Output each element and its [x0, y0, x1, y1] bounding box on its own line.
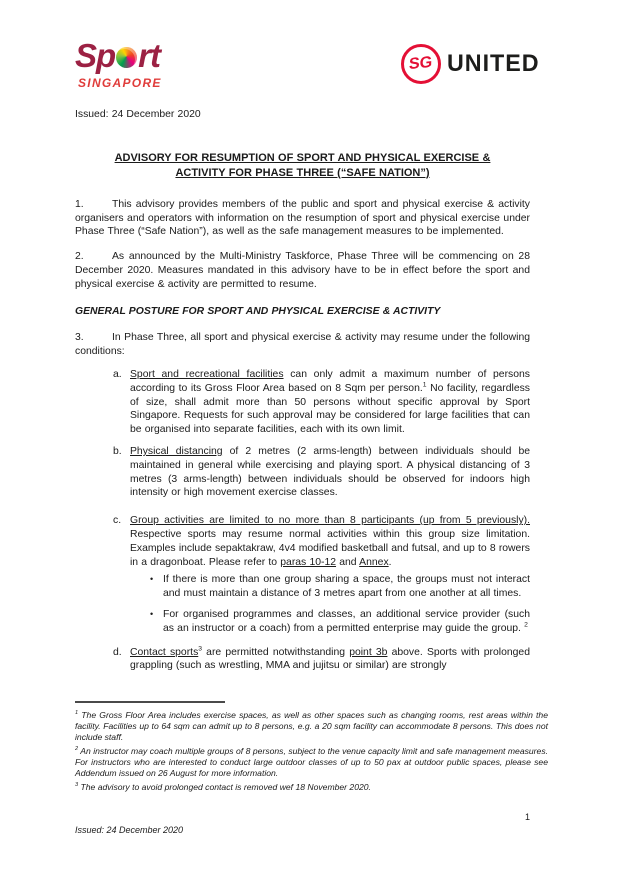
footnote-1: $^1$ The Gross Floor Area includes exercise spaces, as well as other spaces such as changing rooms, rest areas within the facility. Facilities up to 64 sqm can admit up to 8 persons, e.g. a 20 sqm facility can accommodate 8 persons. This does not include staff.	[75, 710, 548, 742]
sport-logo-wordmark	[75, 38, 162, 74]
paragraph-2-text: As announced by the Multi-Ministry Taskforce, Phase Three will be commencing on 28 December 2020. Measures mandated in this advisory have to be in effect before the sport and physical exercise & activity are permitted to resume.	[75, 251, 530, 290]
document-title	[75, 151, 530, 181]
paragraph-1	[75, 198, 530, 239]
header	[0, 0, 620, 95]
sport-logo-subtitle: SINGAPORE	[78, 76, 162, 90]
bullet-1-icon: •	[150, 574, 154, 585]
paragraph-2	[75, 250, 530, 291]
title-line-2: ACTIVITY FOR PHASE THREE (“SAFE NATION”)	[175, 166, 430, 179]
title-line-1: ADVISORY FOR RESUMPTION OF SPORT AND PHYSICAL EXERCISE &	[114, 151, 491, 164]
list-item-d-marker: d.	[113, 646, 122, 658]
list-item-a	[113, 368, 530, 437]
section-heading: GENERAL POSTURE FOR SPORT AND PHYSICAL EXERCISE & ACTIVITY	[75, 305, 441, 317]
list-item-b-text: Physical distancing of 2 metres (2 arms-length) between individuals should be maintained in general while exercising and playing sport. A physical distancing of 3 metres (3 arms-length) between individuals should be observed for indoors high intensity or high movement exercise classes.	[130, 445, 530, 499]
list-item-c-marker: c.	[113, 515, 122, 527]
paragraph-3-text: In Phase Three, all sport and physical exercise & activity may resume under the following conditions:	[75, 332, 530, 358]
list-item-c	[113, 514, 530, 569]
list-item-a-marker: a.	[113, 368, 122, 380]
issued-date-top: Issued: 24 December 2020	[75, 109, 201, 120]
sg-united-logo	[401, 44, 542, 84]
sg-united-wordmark: UNITED	[446, 50, 540, 77]
paragraph-1-text: This advisory provides members of the public and sport and physical exercise & activity organisers and operators with information on the resumption of sport and physical exercise under Phase Three (“Safe Nation”), as well as the safe management measures to be implemented.	[75, 198, 530, 238]
sg-badge-icon	[401, 44, 441, 84]
footnotes	[75, 701, 548, 793]
footnote-separator	[75, 701, 225, 703]
page-number: 1	[524, 812, 530, 822]
list-item-d-text: Contact sports$^3$ are permitted notwithstanding point 3b above. Sports with prolonged grappling (such as wrestling, MMA and jujitsu or similar) are strongly	[130, 645, 530, 672]
paragraph-2-number: 2.	[75, 251, 84, 263]
list-item-d	[113, 646, 530, 674]
sport-singapore-logo	[75, 38, 162, 90]
issued-date-footer: Issued: 24 December 2020	[75, 825, 184, 835]
list-item-c-text: Group activities are limited to no more than 8 participants (up from 5 previously). Respective sports may resume normal activities within this group size limitation. Examples include sepaktakraw, 4v4 modified basketball and futsal, and up to 8 rowers in a dragonboat. Please refer to paras 10-12 and Annex.	[130, 515, 530, 568]
footnote-2: $^2$ An instructor may coach multiple groups of 8 persons, subject to the venue capacity limit and safe management measures. For instructors who are interested to conduct large outdoor classes of up to 50 pax at outdoor public spaces, please see Addendum issued on 26 August for more information.	[75, 746, 548, 778]
footnote-3: $^3$ The advisory to avoid prolonged contact is removed wef 18 November 2020.	[75, 782, 371, 792]
bullet-2-text: For organised programmes and classes, an additional service provider (such as an instructor or a coach) from a permitted enterprise may guide the group. $^2$	[163, 608, 530, 634]
bullet-item-1	[150, 573, 530, 601]
list-item-b	[113, 445, 530, 500]
list-item-a-text: Sport and recreational facilities can only admit a maximum number of persons according to its Gross Floor Area based on 8 Sqm per person.$^1$ No facility, regardless of size, shall admit more than 50 persons without specific approval by Sport Singapore. Requests for such approval may be considered for large facilities that can be organised into separate facilities, each with its own limit.	[130, 368, 530, 436]
sport-logo-text-post: rt	[138, 37, 161, 74]
sport-logo-text-pre: Sp	[75, 37, 116, 74]
paragraph-3	[75, 331, 530, 359]
paragraph-3-number: 3.	[75, 332, 84, 344]
bullet-2-icon: •	[150, 608, 154, 619]
sg-badge-label: SG	[408, 53, 433, 74]
document-body	[0, 108, 620, 673]
sport-logo-swirl-icon	[116, 47, 137, 68]
list-item-b-marker: b.	[113, 445, 122, 457]
bullet-1-text: If there is more than one group sharing a space, the groups must not interact and must maintain a distance of 3 metres apart from one another at all times.	[163, 574, 530, 600]
paragraph-1-number: 1.	[75, 198, 84, 210]
bullet-item-2	[150, 608, 530, 636]
